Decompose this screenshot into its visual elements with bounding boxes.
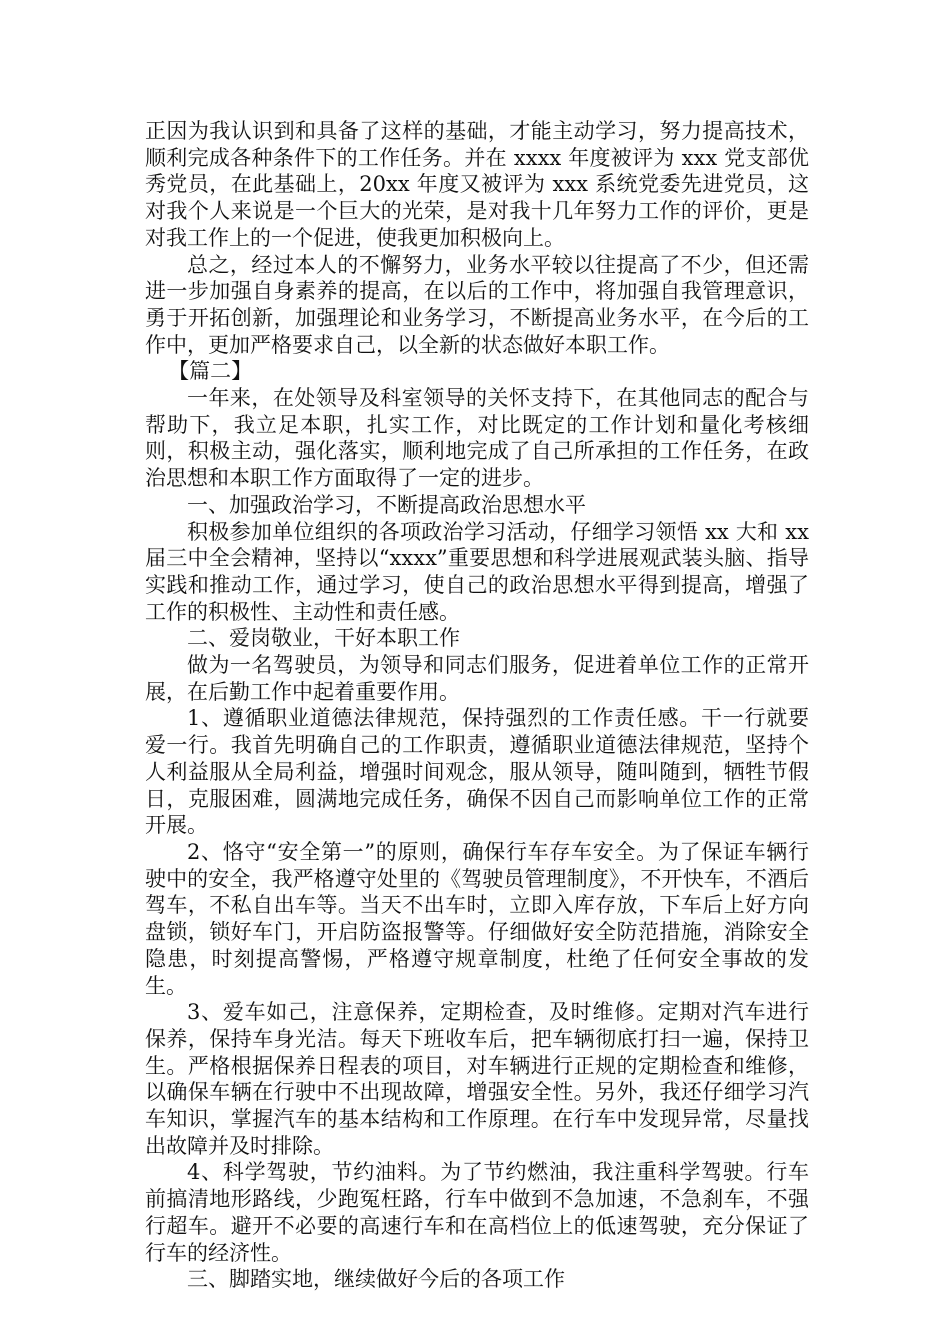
paragraph-point-3: 3、爱车如己，注意保养，定期检查，及时维修。定期对汽车进行保养，保持车身光洁。每天下班收车后，把车辆彻底打扫一遍，保持卫生。严格根据保养日程表的项目，对车辆进行正规的定期检查和维修，以确保车辆在行驶中不出现故障，增强安全性。另外，我还仔细学习汽车知识，掌握汽车的基本结构和工作原理。在行车中发现异常，尽量找出故障并及时排除。 [145,1000,809,1158]
subheading-future-work: 三、脚踏实地，继续做好今后的各项工作 [187,1267,565,1292]
paragraph-summary: 总之，经过本人的不懈努力，业务水平较以往提高了不少，但还需进一步加强自身素养的提高，在以后的工作中，将加强自我管理意识，勇于开拓创新，加强理论和业务学习，不断提高业务水平，在今后的工作中，更加严格要求自己，以全新的状态做好本职工作。 [145,252,809,357]
paragraph-year-overview: 一年来，在处领导及科室领导的关怀支持下，在其他同志的配合与帮助下，我立足本职，扎实工作，对比既定的工作计划和量化考核细则，积极主动，强化落实，顺利地完成了自己所承担的工作任务，在政治思想和本职工作方面取得了一定的进步。 [145,386,809,491]
subheading-political-study: 一、加强政治学习，不断提高政治思想水平 [187,492,586,517]
subheading-job-dedication: 二、爱岗敬业，干好本职工作 [187,626,460,651]
document-body [145,118,809,1293]
paragraph-continued-intro: 正因为我认识到和具备了这样的基础，才能主动学习，努力提高技术，顺利完成各种条件下的工作任务。并在 xxxx 年度被评为 xxx 党支部优秀党员，在此基础上，20xx 年度又被评为 xxx 系统党委先进党员，这对我个人来说是一个巨大的光荣，是对我十几年努力工作的评价，更是对我工作上的一个促进，使我更加积极向上。 [145,119,809,250]
section-heading-part-two: 【篇二】 [168,359,253,384]
paragraph-point-1: 1、遵循职业道德法律规范，保持强烈的工作责任感。干一行就要爱一行。我首先明确自己的工作职责，遵循职业道德法律规范，坚持个人利益服从全局利益，增强时间观念，服从领导，随叫随到，牺牲节假日，克服困难，圆满地完成任务，确保不因自己而影响单位工作的正常开展。 [145,706,809,838]
paragraph-point-4: 4、科学驾驶，节约油料。为了节约燃油，我注重科学驾驶。行车前搞清地形路线，少跑冤枉路，行车中做到不急加速，不急刹车，不强行超车。避开不必要的高速行车和在高档位上的低速驾驶，充分保证了行车的经济性。 [145,1160,809,1265]
paragraph-point-2: 2、恪守“安全第一”的原则，确保行车存车安全。为了保证车辆行驶中的安全，我严格遵守处里的《驾驶员管理制度》，不开快车，不酒后驾车，不私自出车等。当天不出车时，立即入库存放，下车后上好方向盘锁，锁好车门，开启防盗报警等。仔细做好安全防范措施，消除安全隐患，时刻提高警惕，严格遵守规章制度，杜绝了任何安全事故的发生。 [145,839,809,998]
paragraph-political-study: 积极参加单位组织的各项政治学习活动，仔细学习领悟 xx 大和 xx 届三中全会精神，坚持以“xxxx”重要思想和科学进展观武装头脑、指导实践和推动工作，通过学习，使自己的政治思想水平得到提高，增强了工作的积极性、主动性和责任感。 [145,519,809,624]
paragraph-driver-role: 做为一名驾驶员，为领导和同志们服务，促进着单位工作的正常开展，在后勤工作中起着重要作用。 [145,653,809,704]
